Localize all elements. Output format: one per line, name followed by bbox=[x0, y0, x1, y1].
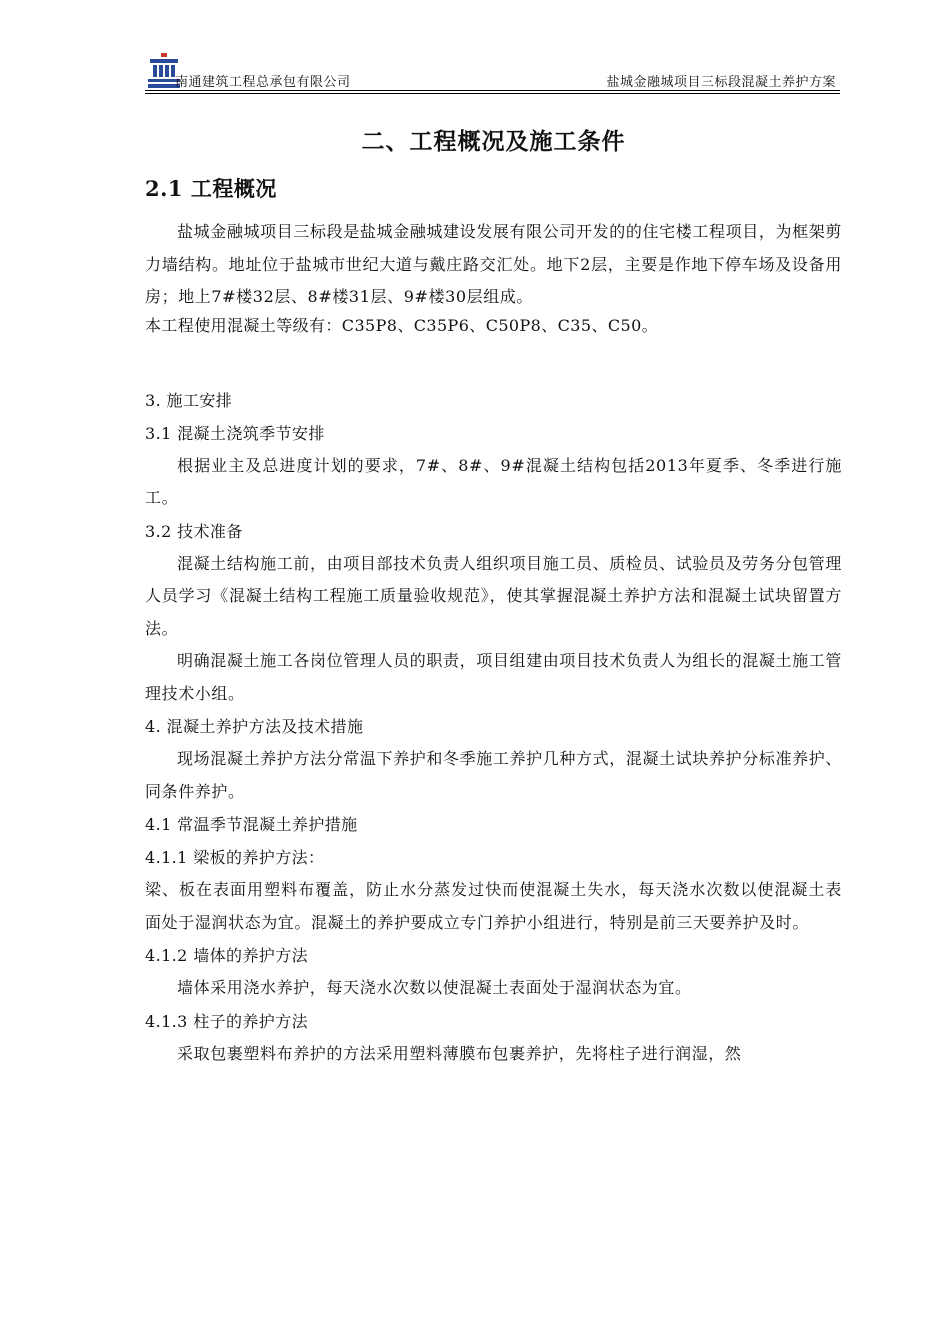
heading-4-1-3: 4.1.3 柱子的养护方法 bbox=[145, 1011, 308, 1031]
paragraph-grades: 本工程使用混凝土等级有：C35P8、C35P6、C50P8、C35、C50。 bbox=[145, 315, 659, 335]
heading-4-1: 4.1 常温季节混凝土养护措施 bbox=[145, 815, 358, 834]
paragraph-3-1: 根据业主及总进度计划的要求，7#、8#、9#混凝土结构包括2013年夏季、冬季进行施工。 bbox=[145, 455, 842, 507]
document-body bbox=[145, 120, 842, 1070]
heading-4: 4. 混凝土养护方法及技术措施 bbox=[145, 717, 364, 736]
header-company: 南通建筑工程总承包有限公司 bbox=[175, 75, 351, 90]
page-header bbox=[145, 50, 840, 92]
paragraph-3-2b: 明确混凝土施工各岗位管理人员的职责，项目组建由项目技术负责人为组长的混凝土施工管理技术小组。 bbox=[145, 651, 842, 703]
header-rule-double bbox=[145, 93, 840, 94]
header-doc-title: 盐城金融城项目三标段混凝土养护方案 bbox=[606, 75, 836, 90]
heading-3-2: 3.2 技术准备 bbox=[145, 521, 243, 541]
paragraph-overview: 盐城金融城项目三标段是盐城金融城建设发展有限公司开发的的住宅楼工程项目，为框架剪力墙结构。地址位于盐城市世纪大道与戴庄路交汇处。地下2层，主要是作地下停车场及设备用房；地上7#楼32层、8#楼31层、9#楼30层组成。 bbox=[145, 222, 842, 306]
section-title-2-1: 2.1 工程概况 bbox=[145, 176, 277, 201]
paragraph-4-1-3: 采取包裹塑料布养护的方法采用塑料薄膜布包裹养护，先将柱子进行润湿，然 bbox=[177, 1043, 742, 1063]
heading-4-1-1: 4.1.1 梁板的养护方法： bbox=[145, 848, 325, 867]
paragraph-4: 现场混凝土养护方法分常温下养护和冬季施工养护几种方式，混凝土试块养护分标准养护、同条件养护。 bbox=[145, 749, 842, 801]
heading-4-1-2: 4.1.2 墙体的养护方法 bbox=[145, 946, 308, 965]
heading-3: 3. 施工安排 bbox=[145, 390, 233, 410]
chapter-title: 二、工程概况及施工条件 bbox=[361, 128, 626, 155]
header-rule bbox=[145, 90, 840, 91]
heading-3-1: 3.1 混凝土浇筑季节安排 bbox=[145, 423, 325, 443]
paragraph-4-1-2: 墙体采用浇水养护，每天浇水次数以使混凝土表面处于湿润状态为宜。 bbox=[177, 978, 692, 997]
paragraph-3-2a: 混凝土结构施工前，由项目部技术负责人组织项目施工员、质检员、试验员及劳务分包管理人员学习《混凝土结构工程施工质量验收规范》，使其掌握混凝土养护方法和混凝土试块留置方法。 bbox=[145, 553, 842, 638]
paragraph-4-1-1: 梁、板在表面用塑料布覆盖，防止水分蒸发过快而使混凝土失水，每天浇水次数以使混凝土表面处于湿润状态为宜。混凝土的养护要成立专门养护小组进行，特别是前三天要养护及时。 bbox=[145, 880, 842, 932]
